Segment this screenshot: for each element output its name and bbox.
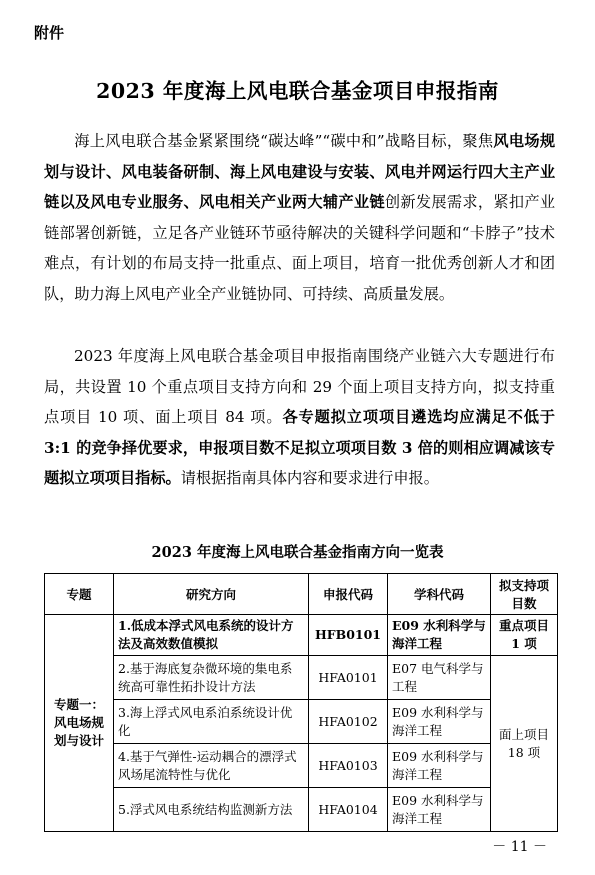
topic-cell: 专题一：风电场规划与设计 — [45, 615, 114, 832]
layout-bold-text: 各专题拟立项项目遴选均应满足不低于 3:1 的竞争择优要求，申报项目数不足拟立项项目数 3 倍的则相应调减该专题拟立项项目指标。 — [44, 408, 555, 487]
discipline-cell: E09 水利科学与海洋工程 — [388, 788, 491, 832]
table-caption: 2023 年度海上风电联合基金指南方向一览表 — [151, 544, 444, 561]
table-row — [45, 700, 558, 744]
header-topic: 专题 — [45, 574, 114, 615]
layout-paragraph — [44, 341, 555, 494]
header-code: 申报代码 — [309, 574, 388, 615]
code-cell: HFA0104 — [309, 788, 388, 832]
page-number: － 11 － — [492, 839, 547, 855]
discipline-cell: E09 水利科学与海洋工程 — [388, 615, 491, 656]
code-cell: HFB0101 — [309, 615, 388, 656]
table-row — [45, 788, 558, 832]
table-header-row — [45, 574, 558, 615]
code-cell: HFA0103 — [309, 744, 388, 788]
discipline-cell: E09 水利科学与海洋工程 — [388, 744, 491, 788]
support-cell: 重点项目1 项 — [491, 615, 558, 656]
intro-text-1: 海上风电联合基金紧紧围绕“碳达峰”“碳中和”战略目标，聚焦 — [74, 132, 494, 150]
layout-text-2: 请根据指南具体内容和要求进行申报。 — [180, 469, 439, 487]
code-cell: HFA0102 — [309, 700, 388, 744]
discipline-cell: E09 水利科学与海洋工程 — [388, 700, 491, 744]
direction-cell: 4.基于气弹性-运动耦合的漂浮式风场尾流特性与优化 — [114, 744, 309, 788]
intro-bold-text: 风电场规划与设计、风电装备研制、海上风电建设与安装、风电并网运行四大主产业链以及风电专业服务、风电相关产业两大辅产业链 — [44, 132, 555, 211]
direction-cell: 3.海上浮式风电系泊系统设计优化 — [114, 700, 309, 744]
direction-cell: 5.浮式风电系统结构监测新方法 — [114, 788, 309, 832]
code-cell: HFA0101 — [309, 656, 388, 700]
table-row — [45, 656, 558, 700]
direction-cell: 2.基于海底复杂微环境的集电系统高可靠性拓扑设计方法 — [114, 656, 309, 700]
table-row — [45, 744, 558, 788]
layout-text-1: 2023 年度海上风电联合基金项目申报指南围绕产业链六大专题进行布局，共设置 10 个重点项目支持方向和 29 个面上项目支持方向，拟支持重点项目 10 项、面上项目 84 项。 — [44, 347, 555, 426]
discipline-cell: E07 电气科学与工程 — [388, 656, 491, 700]
document-title: 2023 年度海上风电联合基金项目申报指南 — [96, 79, 499, 103]
attachment-label: 附件 — [34, 24, 65, 42]
intro-paragraph — [44, 126, 555, 309]
direction-cell: 1.低成本浮式风电系统的设计方法及高效数值模拟 — [114, 615, 309, 656]
header-discipline: 学科代码 — [388, 574, 491, 615]
direction-table — [44, 573, 558, 832]
header-support: 拟支持项目数 — [491, 574, 558, 615]
table-row — [45, 615, 558, 656]
intro-text-2: 创新发展需求，紧扣产业链部署创新链，立足各产业链环节亟待解决的关键科学问题和“卡脖子”技术难点，有计划的布局支持一批重点、面上项目，培育一批优秀创新人才和团队，助力海上风电产业全产业链协同、可持续、高质量发展。 — [44, 193, 556, 303]
support-cell: 面上项目18 项 — [491, 656, 558, 832]
header-direction: 研究方向 — [114, 574, 309, 615]
